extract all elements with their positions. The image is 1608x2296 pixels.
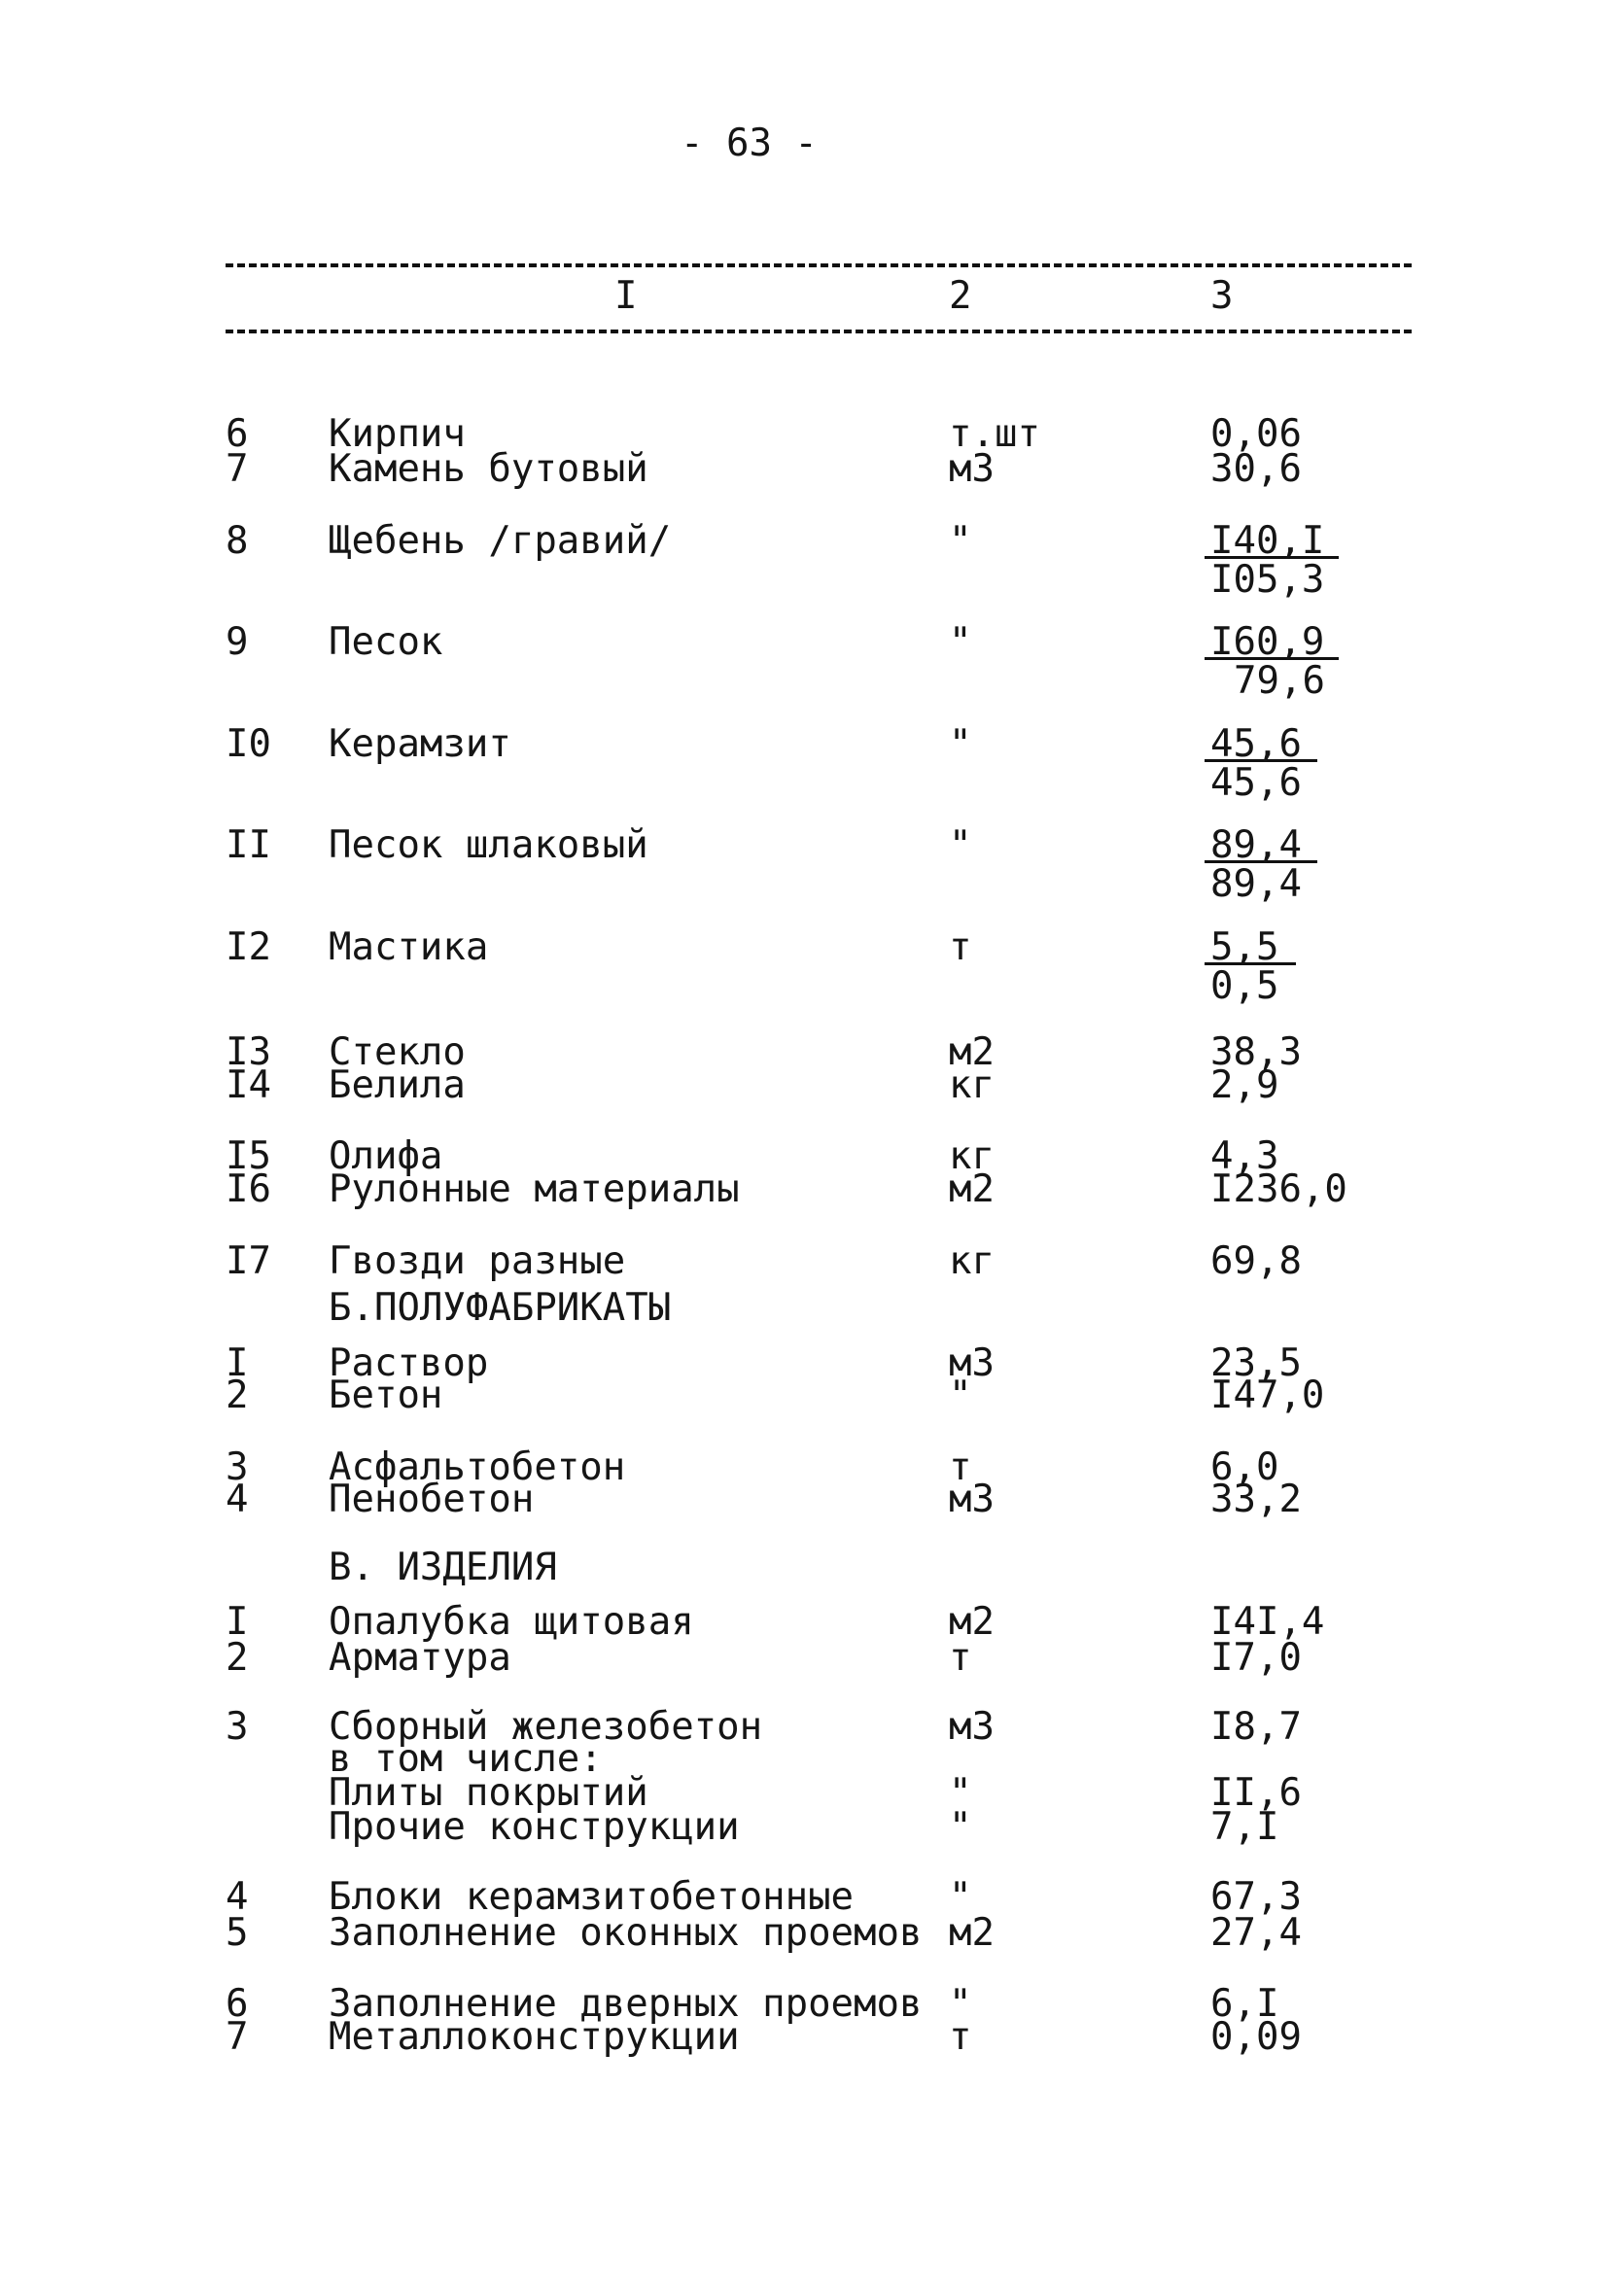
row-number: I	[226, 1341, 249, 1385]
row-value: 69,8	[1210, 1239, 1302, 1283]
row-name: в том числе:	[329, 1737, 603, 1781]
row-name: Керамзит	[329, 722, 511, 766]
row-number: I6	[226, 1167, 271, 1211]
row-unit: м3	[949, 1705, 995, 1749]
row-value: 30,6	[1210, 447, 1302, 491]
row-unit: кг	[949, 1134, 995, 1178]
table-header-col-3: 3	[1210, 274, 1234, 318]
row-unit: т	[949, 1445, 972, 1489]
table-header-col-1: I	[614, 274, 638, 318]
row-unit: м2	[949, 1030, 995, 1074]
section-title-semifinished: Б.ПОЛУФАБРИКАТЫ	[329, 1286, 672, 1330]
row-name: Щебень /гравий/	[329, 519, 672, 563]
row-value: 0,06	[1210, 412, 1302, 456]
row-value: 67,3	[1210, 1875, 1302, 1919]
row-unit: "	[949, 823, 972, 867]
row-name: Песок шлаковый	[329, 823, 648, 867]
row-value: 6,I	[1210, 1982, 1279, 2026]
row-unit: т.шт	[949, 412, 1040, 456]
row-unit: "	[949, 1805, 972, 1849]
row-number: I7	[226, 1239, 271, 1283]
row-value-top: I60,9	[1210, 620, 1325, 664]
section-title-products: В. ИЗДЕЛИЯ	[329, 1546, 557, 1589]
row-unit: "	[949, 722, 972, 766]
row-name: Кирпич	[329, 412, 466, 456]
row-name: Рулонные материалы	[329, 1167, 740, 1211]
row-value: II,6	[1210, 1771, 1302, 1815]
row-name: Гвозди разные	[329, 1239, 626, 1283]
row-value: I7,0	[1210, 1636, 1302, 1680]
row-value-bottom: 89,4	[1210, 862, 1302, 906]
row-unit: "	[949, 1374, 972, 1417]
row-value-bottom: 0,5	[1210, 964, 1279, 1008]
row-unit: т	[949, 1636, 972, 1680]
row-number: I5	[226, 1134, 271, 1178]
row-unit: м2	[949, 1167, 995, 1211]
row-name: Заполнение дверных проемов	[329, 1982, 923, 2026]
table-header-bottom-rule	[226, 330, 1412, 333]
row-name: Опалубка щитовая	[329, 1600, 694, 1644]
row-number: 3	[226, 1445, 249, 1489]
row-unit: т	[949, 925, 972, 969]
row-unit: м2	[949, 1600, 995, 1644]
row-name: Заполнение оконных проемов	[329, 1911, 923, 1955]
row-value-fraction	[1210, 620, 1339, 703]
row-name: Арматура	[329, 1636, 511, 1680]
row-value-bottom: I05,3	[1210, 558, 1325, 602]
row-number: I2	[226, 925, 271, 969]
row-value: I47,0	[1210, 1374, 1325, 1417]
row-name: Пенобетон	[329, 1478, 535, 1521]
row-unit: м3	[949, 1478, 995, 1521]
row-value-top: 45,6	[1210, 722, 1302, 766]
row-number: 8	[226, 519, 249, 563]
row-unit: "	[949, 1982, 972, 2026]
row-unit: кг	[949, 1063, 995, 1107]
row-name: Бетон	[329, 1374, 443, 1417]
row-value-bottom: 79,6	[1234, 659, 1325, 703]
row-value: 4,3	[1210, 1134, 1279, 1178]
row-value-top: 5,5	[1210, 925, 1279, 969]
row-name: Камень бутовый	[329, 447, 648, 491]
row-value-fraction	[1210, 519, 1339, 602]
row-unit: "	[949, 1771, 972, 1815]
row-name: Асфальтобетон	[329, 1445, 626, 1489]
row-value: 38,3	[1210, 1030, 1302, 1074]
row-number: I0	[226, 722, 271, 766]
row-number: 2	[226, 1374, 249, 1417]
row-unit: "	[949, 1875, 972, 1919]
row-number: I	[226, 1600, 249, 1644]
row-value: 33,2	[1210, 1478, 1302, 1521]
row-value-fraction	[1210, 823, 1317, 906]
row-value: 23,5	[1210, 1341, 1302, 1385]
row-number: I3	[226, 1030, 271, 1074]
row-name: Сборный железобетон	[329, 1705, 763, 1749]
row-value-fraction	[1210, 925, 1296, 1008]
row-name: Белила	[329, 1063, 466, 1107]
row-name: Стекло	[329, 1030, 466, 1074]
row-name: Металлоконструкции	[329, 2015, 740, 2059]
row-value: 2,9	[1210, 1063, 1279, 1107]
row-unit: "	[949, 620, 972, 664]
row-value-bottom: 45,6	[1210, 761, 1302, 805]
row-name: Плиты покрытий	[329, 1771, 648, 1815]
row-number: 9	[226, 620, 249, 664]
row-name: Раствор	[329, 1341, 489, 1385]
row-value-top: I40,I	[1210, 519, 1325, 563]
row-number: I4	[226, 1063, 271, 1107]
row-unit: м3	[949, 1341, 995, 1385]
row-value: 27,4	[1210, 1911, 1302, 1955]
row-name: Олифа	[329, 1134, 443, 1178]
row-name: Песок	[329, 620, 443, 664]
row-value: 6,0	[1210, 1445, 1279, 1489]
row-number: 6	[226, 1982, 249, 2026]
row-name: Мастика	[329, 925, 489, 969]
row-number: 6	[226, 412, 249, 456]
row-number: 4	[226, 1875, 249, 1919]
row-unit: м3	[949, 447, 995, 491]
row-value-fraction	[1210, 722, 1317, 805]
row-value-top: 89,4	[1210, 823, 1302, 867]
row-number: 2	[226, 1636, 249, 1680]
row-number: 5	[226, 1911, 249, 1955]
row-number: II	[226, 823, 271, 867]
table-header-col-2: 2	[949, 274, 972, 318]
row-number: 7	[226, 2015, 249, 2059]
row-number: 3	[226, 1705, 249, 1749]
row-value: I8,7	[1210, 1705, 1302, 1749]
row-name: Прочие конструкции	[329, 1805, 740, 1849]
row-value: 0,09	[1210, 2015, 1302, 2059]
row-unit: т	[949, 2015, 972, 2059]
row-unit: м2	[949, 1911, 995, 1955]
row-unit: "	[949, 519, 972, 563]
row-number: 7	[226, 447, 249, 491]
page-number: - 63 -	[681, 122, 818, 165]
row-number: 4	[226, 1478, 249, 1521]
row-unit: кг	[949, 1239, 995, 1283]
row-value: 7,I	[1210, 1805, 1279, 1849]
row-value: I4I,4	[1210, 1600, 1325, 1644]
table-header-top-rule	[226, 263, 1412, 267]
row-value: I236,0	[1210, 1167, 1347, 1211]
row-name: Блоки керамзитобетонные	[329, 1875, 855, 1919]
